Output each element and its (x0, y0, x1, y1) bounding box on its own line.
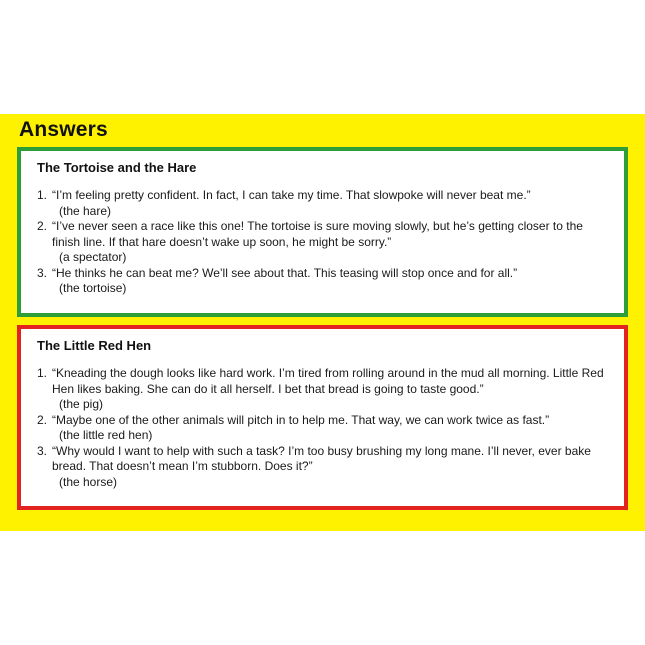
answer-item (37, 266, 612, 297)
answer-item (37, 444, 612, 491)
item-quote: “He thinks he can beat me? We’ll see about that. This teasing will stop once and for all.” (52, 265, 518, 280)
tortoise-hare-section (17, 147, 628, 317)
section-title: The Tortoise and the Hare (37, 160, 197, 175)
item-quote: “Maybe one of the other animals will pitch in to help me. That way, we can work twice as fast.” (52, 412, 550, 427)
item-quote: “I’ve never seen a race like this one! The tortoise is sure moving slowly, but he’s getting closer to the finish line. If that hare doesn’t wake up soon, he might be sorry.” (52, 219, 583, 249)
item-number: 2. (37, 412, 48, 427)
answers-heading: Answers (19, 118, 108, 141)
item-answer: (a spectator) (59, 250, 127, 264)
item-quote: “I’m feeling pretty confident. In fact, I can take my time. That slowpoke will never beat me.” (52, 188, 531, 202)
answers-card (0, 114, 645, 531)
item-quote: “Kneading the dough looks like hard work. I’m tired from rolling around in the mud all morning. Little Red Hen likes baking. She can do it all herself. I bet that bread is going to taste good.” (52, 366, 604, 396)
item-number: 3. (37, 443, 48, 458)
answer-item (37, 188, 612, 219)
answer-list (37, 366, 612, 490)
item-answer: (the little red hen) (59, 428, 153, 442)
answer-list (37, 188, 612, 297)
item-number: 1. (37, 366, 48, 380)
answer-item (37, 413, 612, 444)
item-answer: (the horse) (59, 474, 118, 489)
item-number: 3. (37, 265, 48, 280)
answer-item (37, 366, 612, 413)
item-number: 1. (37, 188, 48, 202)
item-answer: (the pig) (59, 397, 104, 411)
item-answer: (the tortoise) (59, 281, 127, 295)
answer-item (37, 219, 612, 266)
little-red-hen-section (17, 325, 628, 510)
section-title: The Little Red Hen (37, 338, 152, 353)
item-quote: “Why would I want to help with such a task? I’m too busy brushing my long mane. I’ll never, ever bake bread. That doesn’t mean I’m stubborn. Does it?” (52, 443, 591, 473)
item-number: 2. (37, 219, 48, 233)
item-answer: (the hare) (59, 203, 112, 218)
